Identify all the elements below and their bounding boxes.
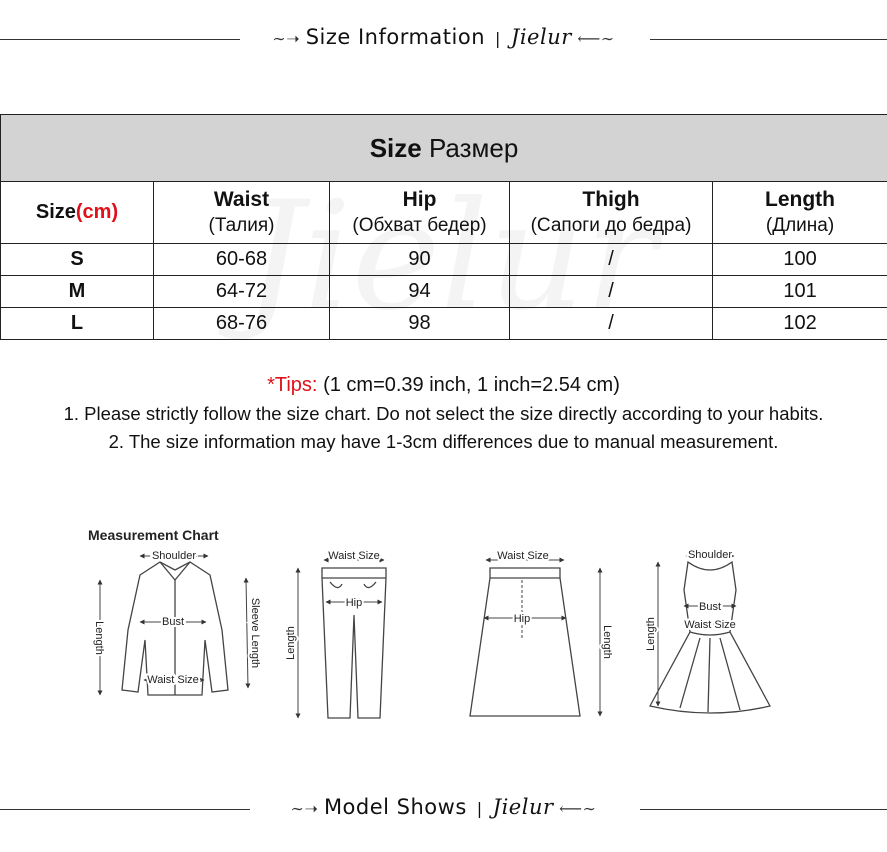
shirt-length-label: Length [93,621,105,655]
row-size: M [1,276,154,308]
tips-conversion: (1 cm=0.39 inch, 1 inch=2.54 cm) [323,374,620,396]
thigh-header-ru: (Сапоги до бедра) [530,215,692,236]
dress-bust-label: Bust [698,601,722,613]
size-information-banner [0,20,887,60]
table-title-bold: Size [369,132,422,163]
banner-brand: Jielur [492,795,554,819]
banner-separator: | [495,29,501,48]
measurement-chart-drawing [80,520,800,730]
hip-header-ru: (Обхват бедер) [352,215,487,236]
pants-waist-label: Waist Size [328,550,380,562]
length-column-header [713,182,887,244]
banner-title: Size Information [305,25,486,49]
shirt-sleeve-label: Sleeve Length [249,597,261,669]
row-thigh: / [510,308,713,340]
tips-line-1: 1. Please strictly follow the size chart. Do not select the size directly according to your habits. [63,403,824,424]
hip-header-en: Hip [402,188,437,211]
pants-hip-label: Hip [345,597,363,609]
banner-separator: | [476,799,483,818]
row-waist: 68-76 [154,308,330,340]
waist-header-en: Waist [213,188,270,211]
skirt-figure [470,560,600,716]
banner-left-flourish: ∼➝ [272,29,306,48]
dress-figure [650,556,770,713]
measurement-chart-title: Measurement Chart [88,527,219,543]
skirt-length-label: Length [601,625,613,659]
thigh-column-header [510,182,713,244]
size-label: Size [35,201,76,223]
row-waist: 60-68 [154,244,330,276]
banner-right-flourish: ⟵∼ [553,799,597,818]
table-title [1,115,887,182]
tips-section [0,374,887,459]
pants-figure [298,560,386,718]
dress-waist-label: Waist Size [684,619,736,631]
skirt-hip-label: Hip [513,613,531,625]
banner-left-flourish: ∼➝ [290,799,324,818]
dress-shoulder-label: Shoulder [687,549,733,561]
column-header-row [1,182,887,244]
size-unit: (cm) [75,201,119,223]
row-hip: 98 [330,308,510,340]
row-length: 102 [713,308,887,340]
table-row [1,308,887,340]
table-row [1,276,887,308]
row-length: 101 [713,276,887,308]
banner-title: Model Shows [323,795,467,819]
skirt-waist-label: Waist Size [497,550,549,562]
row-hip: 90 [330,244,510,276]
row-size: L [1,308,154,340]
size-table [0,114,887,340]
shirt-shoulder-label: Shoulder [151,550,197,562]
length-header-ru: (Длина) [765,215,835,236]
tips-line-2: 2. The size information may have 1-3cm differences due to manual measurement. [108,431,779,452]
table-title-rest: Размер [428,132,519,163]
shirt-bust-label: Bust [161,616,185,628]
model-shows-banner [0,790,887,830]
row-size: S [1,244,154,276]
hip-column-header [330,182,510,244]
measurement-chart [80,520,800,730]
pants-length-label: Length [285,626,297,660]
banner-title-group [0,795,887,819]
row-thigh: / [510,276,713,308]
table-row [1,244,887,276]
row-hip: 94 [330,276,510,308]
row-waist: 64-72 [154,276,330,308]
dress-length-label: Length [645,617,657,651]
waist-header-ru: (Талия) [208,215,275,236]
waist-column-header [154,182,330,244]
banner-brand: Jielur [510,25,572,49]
length-header-en: Length [765,188,835,211]
banner-title-group [0,25,887,49]
thigh-header-en: Thigh [582,188,640,211]
size-column-header [1,182,154,244]
row-length: 100 [713,244,887,276]
tips-label: *Tips: [267,374,318,396]
row-thigh: / [510,244,713,276]
banner-right-flourish: ⟵∼ [571,29,615,48]
tips-conversion-line [0,374,887,397]
shirt-waist-label: Waist Size [147,674,199,686]
